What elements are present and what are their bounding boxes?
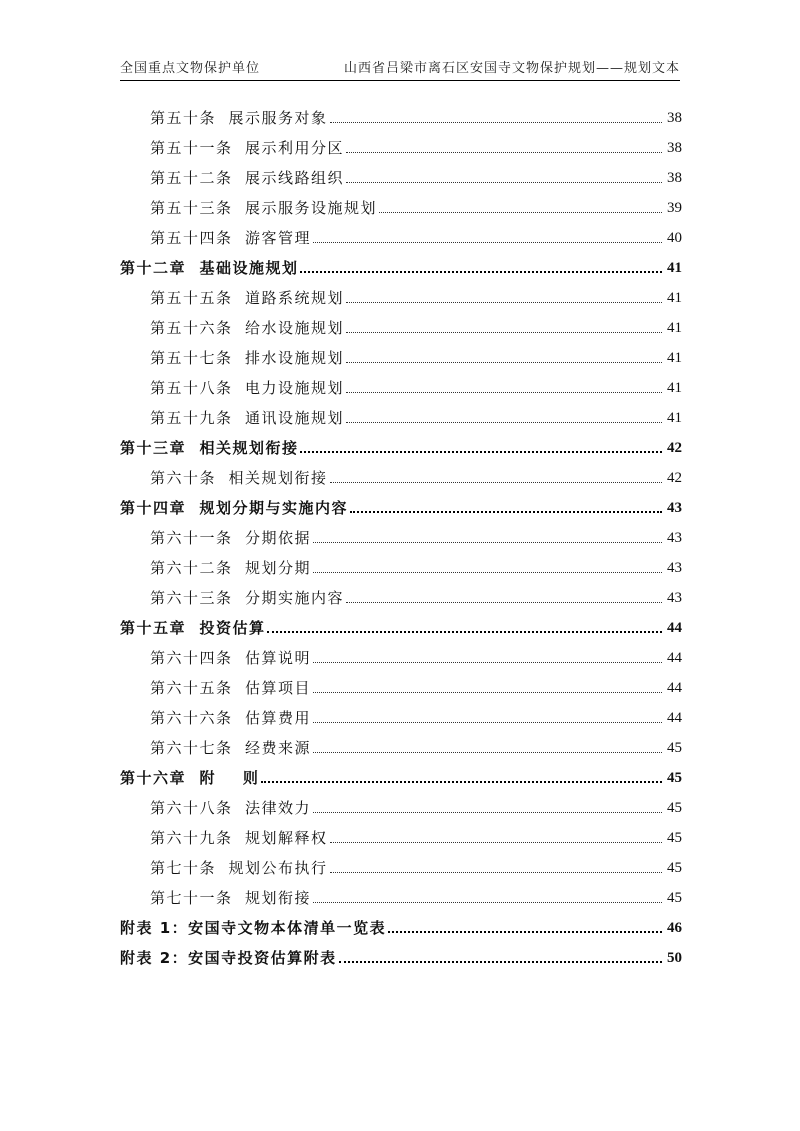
toc-article-entry[interactable] — [120, 548, 682, 578]
toc-leader-dots — [313, 662, 662, 663]
toc-leader-dots — [313, 572, 662, 573]
toc-page-number: 44 — [667, 620, 682, 636]
toc-chapter-entry[interactable] — [120, 608, 682, 638]
toc-article-entry[interactable] — [120, 728, 682, 758]
toc-page-number: 38 — [667, 170, 682, 186]
toc-article-entry[interactable] — [120, 668, 682, 698]
toc-page-number: 43 — [667, 560, 682, 576]
toc-article-entry[interactable] — [120, 398, 682, 428]
toc-leader-dots — [313, 542, 662, 543]
toc-entry-title: 第五十三条 展示服务设施规划 — [150, 199, 378, 217]
toc-page-number: 41 — [667, 350, 682, 366]
toc-entry-title: 第六十五条 估算项目 — [150, 679, 312, 697]
toc-page-number: 39 — [667, 200, 682, 216]
toc-entry-title: 第六十八条 法律效力 — [150, 799, 312, 817]
toc-entry-title: 附表 1：安国寺文物本体清单一览表 — [120, 919, 387, 937]
toc-article-entry[interactable] — [120, 818, 682, 848]
toc-entry-title: 第七十一条 规划衔接 — [150, 889, 312, 907]
toc-article-entry[interactable] — [120, 128, 682, 158]
toc-entry-title: 第六十一条 分期依据 — [150, 529, 312, 547]
toc-leader-dots — [330, 482, 662, 483]
toc-entry-title: 第六十条 相关规划衔接 — [150, 469, 328, 487]
toc-leader-dots — [346, 392, 662, 393]
toc-article-entry[interactable] — [120, 368, 682, 398]
toc-entry-title: 第七十条 规划公布执行 — [150, 859, 328, 877]
toc-entry-title: 第六十七条 经费来源 — [150, 739, 312, 757]
toc-chapter-entry[interactable] — [120, 758, 682, 788]
toc-article-entry[interactable] — [120, 188, 682, 218]
toc-leader-dots — [388, 931, 662, 933]
toc-page-number: 41 — [667, 260, 682, 276]
toc-chapter-entry[interactable] — [120, 908, 682, 938]
toc-leader-dots — [313, 242, 662, 243]
toc-page-number: 45 — [667, 770, 682, 786]
toc-entry-title: 第六十二条 规划分期 — [150, 559, 312, 577]
toc-page-number: 43 — [667, 590, 682, 606]
toc-leader-dots — [346, 332, 662, 333]
toc-entry-title: 附表 2：安国寺投资估算附表 — [120, 949, 337, 967]
toc-article-entry[interactable] — [120, 638, 682, 668]
toc-chapter-entry[interactable] — [120, 248, 682, 278]
toc-page-number: 44 — [667, 680, 682, 696]
toc-page-number: 38 — [667, 140, 682, 156]
toc-page-number: 45 — [667, 830, 682, 846]
toc-page-number: 45 — [667, 860, 682, 876]
toc-entry-title: 第五十条 展示服务对象 — [150, 109, 328, 127]
toc-entry-title: 第十五章 投资估算 — [120, 619, 266, 637]
toc-entry-title: 第五十四条 游客管理 — [150, 229, 312, 247]
toc-entry-title: 第五十五条 道路系统规划 — [150, 289, 345, 307]
toc-page-number: 45 — [667, 800, 682, 816]
toc-page-number: 41 — [667, 410, 682, 426]
toc-page-number: 41 — [667, 320, 682, 336]
page-header — [120, 56, 680, 81]
toc-leader-dots — [300, 451, 662, 453]
toc-article-entry[interactable] — [120, 98, 682, 128]
toc-chapter-entry[interactable] — [120, 488, 682, 518]
toc-article-entry[interactable] — [120, 458, 682, 488]
toc-leader-dots — [313, 812, 662, 813]
toc-entry-title: 第五十七条 排水设施规划 — [150, 349, 345, 367]
toc-article-entry[interactable] — [120, 158, 682, 188]
toc-chapter-entry[interactable] — [120, 428, 682, 458]
toc-page-number: 45 — [667, 890, 682, 906]
toc-page-number: 44 — [667, 650, 682, 666]
toc-article-entry[interactable] — [120, 578, 682, 608]
toc-leader-dots — [330, 842, 662, 843]
toc-article-entry[interactable] — [120, 878, 682, 908]
table-of-contents — [120, 98, 682, 968]
toc-page-number: 50 — [667, 950, 682, 966]
toc-entry-title: 第十三章 相关规划衔接 — [120, 439, 299, 457]
toc-leader-dots — [300, 271, 662, 273]
toc-entry-title: 第十二章 基础设施规划 — [120, 259, 299, 277]
toc-entry-title: 第六十四条 估算说明 — [150, 649, 312, 667]
toc-leader-dots — [346, 152, 662, 153]
toc-entry-title: 第五十六条 给水设施规划 — [150, 319, 345, 337]
toc-article-entry[interactable] — [120, 518, 682, 548]
toc-leader-dots — [379, 212, 662, 213]
toc-article-entry[interactable] — [120, 308, 682, 338]
toc-entry-title: 第六十九条 规划解释权 — [150, 829, 328, 847]
toc-page-number: 42 — [667, 440, 682, 456]
toc-page-number: 45 — [667, 740, 682, 756]
toc-leader-dots — [313, 722, 662, 723]
toc-leader-dots — [313, 752, 662, 753]
toc-entry-title: 第五十一条 展示利用分区 — [150, 139, 345, 157]
toc-entry-title: 第十四章 规划分期与实施内容 — [120, 499, 348, 517]
toc-article-entry[interactable] — [120, 698, 682, 728]
toc-page-number: 44 — [667, 710, 682, 726]
toc-page-number: 42 — [667, 470, 682, 486]
toc-leader-dots — [346, 602, 662, 603]
toc-page-number: 41 — [667, 380, 682, 396]
header-right-text: 山西省吕梁市离石区安国寺文物保护规划——规划文本 — [343, 61, 680, 76]
toc-article-entry[interactable] — [120, 848, 682, 878]
toc-page-number: 43 — [667, 500, 682, 516]
toc-leader-dots — [330, 872, 662, 873]
toc-article-entry[interactable] — [120, 278, 682, 308]
toc-leader-dots — [346, 362, 662, 363]
toc-page-number: 46 — [667, 920, 682, 936]
toc-entry-title: 第五十九条 通讯设施规划 — [150, 409, 345, 427]
toc-page-number: 38 — [667, 110, 682, 126]
toc-article-entry[interactable] — [120, 788, 682, 818]
toc-entry-title: 第五十八条 电力设施规划 — [150, 379, 345, 397]
toc-leader-dots — [339, 961, 662, 963]
toc-leader-dots — [330, 122, 662, 123]
toc-leader-dots — [346, 422, 662, 423]
toc-leader-dots — [313, 692, 662, 693]
toc-page-number: 40 — [667, 230, 682, 246]
toc-entry-title: 第十六章 附 则 — [120, 769, 260, 787]
toc-leader-dots — [313, 902, 662, 903]
toc-entry-title: 第六十六条 估算费用 — [150, 709, 312, 727]
toc-entry-title: 第五十二条 展示线路组织 — [150, 169, 345, 187]
toc-page-number: 41 — [667, 290, 682, 306]
toc-entry-title: 第六十三条 分期实施内容 — [150, 589, 345, 607]
toc-leader-dots — [261, 781, 662, 783]
toc-article-entry[interactable] — [120, 338, 682, 368]
toc-leader-dots — [346, 182, 662, 183]
toc-page-number: 43 — [667, 530, 682, 546]
toc-article-entry[interactable] — [120, 218, 682, 248]
toc-leader-dots — [267, 631, 662, 633]
toc-leader-dots — [346, 302, 662, 303]
toc-leader-dots — [350, 511, 662, 513]
toc-chapter-entry[interactable] — [120, 938, 682, 968]
header-left-text: 全国重点文物保护单位 — [120, 61, 261, 76]
